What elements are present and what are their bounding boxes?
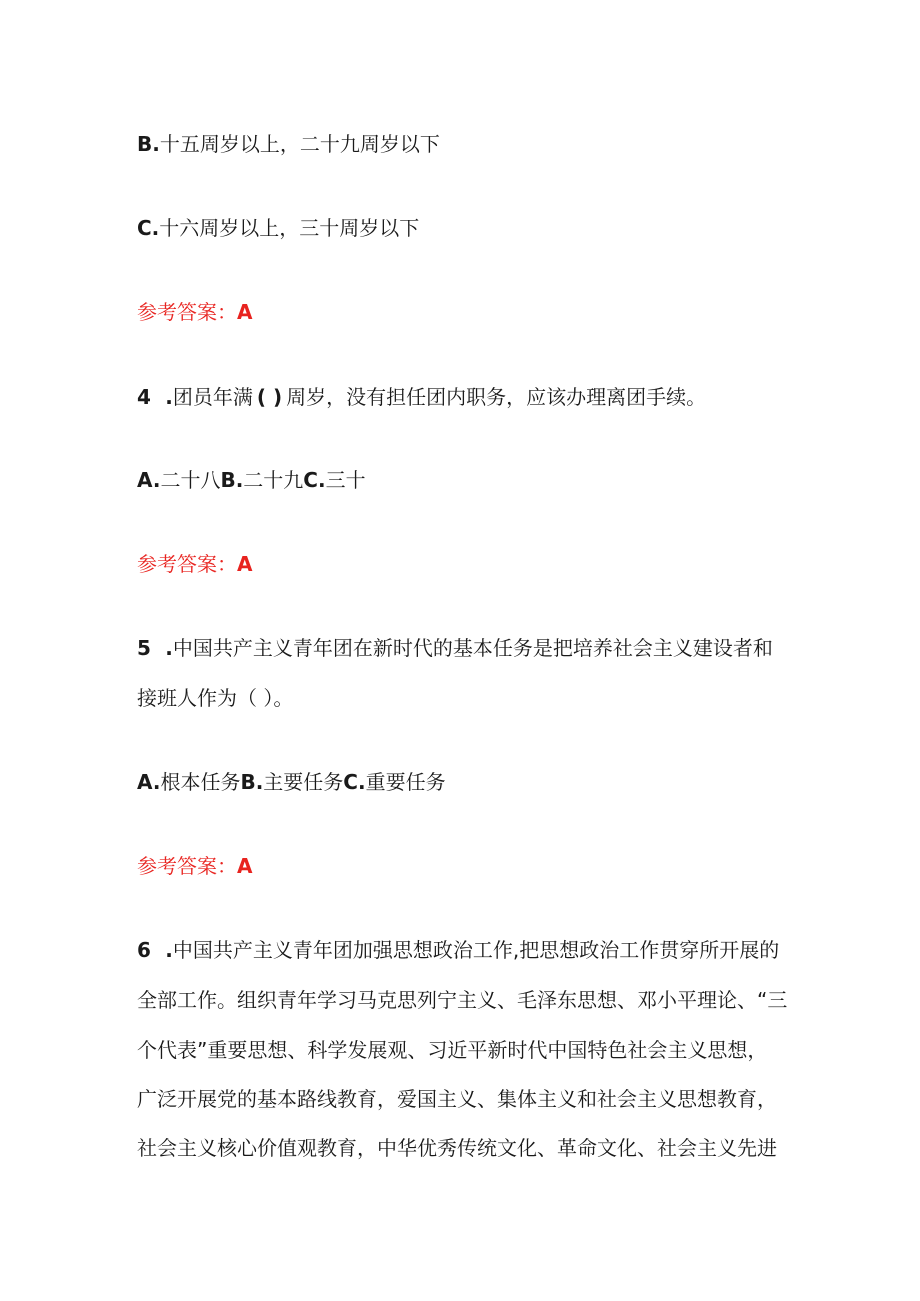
- question-text: 接班人作为（ ）。: [137, 686, 294, 710]
- option-label: A.: [137, 468, 161, 492]
- option-b-line: [137, 130, 797, 158]
- options-line: [137, 768, 797, 796]
- answer-label: 参考答案：: [137, 854, 237, 878]
- question-text: 中国共产主义青年团加强思想政治工作,把思想政治工作贯穿所开展的: [172, 938, 780, 962]
- question-blank: ( ): [256, 385, 283, 409]
- option-text: 根本任务: [160, 770, 241, 794]
- question-6: [137, 936, 797, 964]
- question-text: 中国共产主义青年团在新时代的基本任务是把培养社会主义建设者和: [172, 636, 773, 660]
- answer-label: 参考答案：: [137, 552, 237, 576]
- question-4: [137, 383, 797, 411]
- question-number: 6: [137, 938, 151, 962]
- option-text: 十五周岁以上，二十九周岁以下: [159, 132, 440, 156]
- answer-line: [137, 298, 797, 326]
- option-c-line: [137, 214, 797, 242]
- question-text: 个代表”重要思想、科学发展观、习近平新时代中国特色社会主义思想，: [137, 1038, 768, 1062]
- question-text: 全部工作。组织青年学习马克思列宁主义、毛泽东思想、邓小平理论、“三: [137, 988, 788, 1012]
- question-6-continued: [137, 986, 797, 1014]
- answer-value: A: [237, 300, 253, 324]
- option-text: 主要任务: [263, 770, 344, 794]
- option-text: 三十: [325, 468, 366, 492]
- answer-line: [137, 852, 797, 880]
- question-text-rest: 周岁，没有担任团内职务，应该办理离团手续。: [286, 385, 707, 409]
- question-5: [137, 634, 797, 662]
- question-text: 团员年满: [172, 385, 253, 409]
- option-label: C.: [343, 770, 366, 794]
- question-6-continued: [137, 1134, 797, 1162]
- answer-value: A: [237, 552, 253, 576]
- option-text: 十六周岁以上，三十周岁以下: [159, 216, 420, 240]
- question-text: 社会主义核心价值观教育，中华优秀传统文化、革命文化、社会主义先进: [137, 1136, 777, 1160]
- question-number: 4: [137, 385, 151, 409]
- option-label: C.: [137, 216, 160, 240]
- answer-value: A: [237, 854, 253, 878]
- question-text: 广泛开展党的基本路线教育，爱国主义、集体主义和社会主义思想教育，: [137, 1087, 777, 1111]
- question-6-continued: [137, 1036, 797, 1064]
- question-5-continued: [137, 684, 797, 712]
- options-line: [137, 466, 797, 494]
- answer-label: 参考答案：: [137, 300, 237, 324]
- answer-line: [137, 550, 797, 578]
- question-6-continued: [137, 1085, 797, 1113]
- question-dot: .: [165, 636, 173, 660]
- option-label: A.: [137, 770, 161, 794]
- option-label: B.: [220, 468, 244, 492]
- question-number: 5: [137, 636, 151, 660]
- option-label: C.: [303, 468, 326, 492]
- option-text: 二十九: [243, 468, 304, 492]
- option-text: 二十八: [160, 468, 221, 492]
- option-label: B.: [137, 132, 160, 156]
- option-text: 重要任务: [365, 770, 446, 794]
- question-dot: .: [165, 938, 173, 962]
- option-label: B.: [240, 770, 264, 794]
- question-dot: .: [165, 385, 173, 409]
